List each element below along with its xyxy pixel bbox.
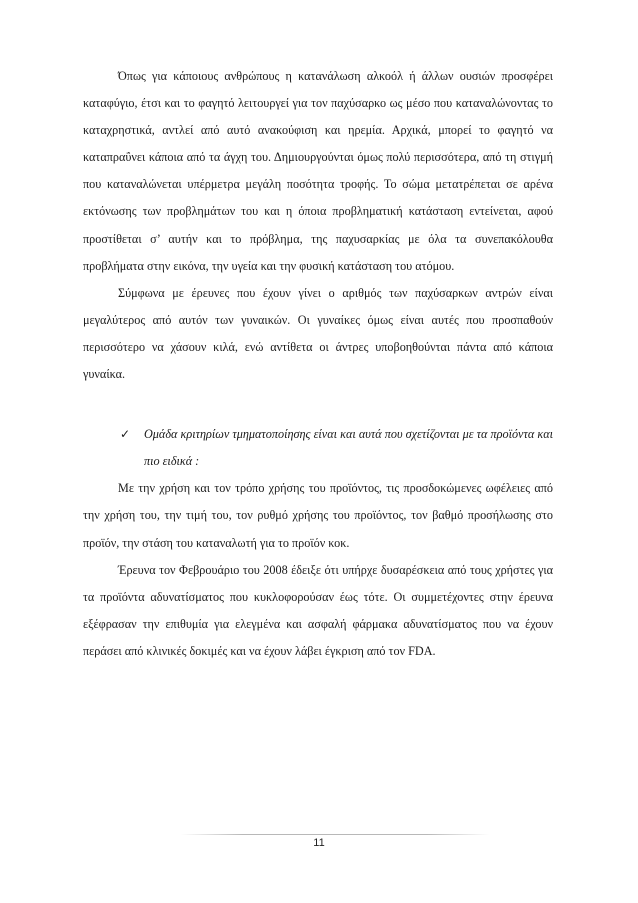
paragraph-product-usage: Με την χρήση και τον τρόπο χρήσης του προϊόντος, τις προσδοκώμενες ωφέλειες από την χρήση του, την τιμή του, τον ρυθμό χρήσης του προϊόντος, τον βαθμό προσήλωσης στο προϊόν, την στάση του καταναλωτή για το προϊόν κοκ.: [83, 481, 553, 550]
paragraph-survey-2008: Έρευνα τον Φεβρουάριο του 2008 έδειξε ότι υπήρχε δυσαρέσκεια από τους χρήστες για τα προϊόντα αδυνατίσματος που κυκλοφορούσαν έως τότε. Οι συμμετέχοντες στην έρευνα εξέφρασαν την επιθυμία για ελεγμένα και ασφαλή φάρμακα αδυνατίσματος που να έχουν περάσει από κλινικές δοκιμές και να έχουν λάβει έγκριση από τον FDA.: [83, 562, 553, 658]
checkmark-icon: ✓: [120, 427, 131, 442]
body-text: [83, 63, 553, 665]
paragraph-overeating: Όπως για κάποιους ανθρώπους η κατανάλωση αλκοόλ ή άλλων ουσιών προσφέρει καταφύγιο, έτσι και το φαγητό λειτουργεί για τον παχύσαρκο ως μέσο που καταναλώνοντας το καταχρηστικά, αντλεί από αυτό ανακούφιση και ηρεμία. Αρχικά, μπορεί το φαγητό να καταπραΰνει κάποια από τα άγχη του. Δημιουργούνται όμως πολύ περισσότερα, από τη στιγμή που καταναλώνεται υπέρμετρα μεγάλη ποσότητα τροφής. Το σώμα μετατρέπεται σε αρένα εκτόνωσης των προβλημάτων του και η όποια προβληματική κατάσταση εντείνεται, αφού προστίθεται σ’ αυτήν και το πρόβλημα, της παχυσαρκίας με όλα τα συνεπακόλουθα προβλήματα στην εικόνα, την υγεία και την φυσική κατάσταση του ατόμου.: [83, 69, 553, 273]
bullet-text: Ομάδα κριτηρίων τμηματοποίησης είναι και αυτά που σχετίζονται με τα προϊόντα και πιο ειδικά :: [144, 427, 553, 469]
page-number: 11: [313, 837, 325, 849]
bullet-item-segmentation: [83, 421, 553, 475]
footer-divider: [181, 834, 489, 835]
paragraph-gender-research: Σύμφωνα με έρευνες που έχουν γίνει ο αριθμός των παχύσαρκων αντρών είναι μεγαλύτερος από αυτόν των γυναικών. Οι γυναίκες όμως είναι αυτές που προσπαθούν περισσότερο να χάσουν κιλά, ενώ αντίθετα οι άντρες υποβοηθούνται πάντα από κάποια γυναίκα.: [83, 285, 553, 382]
